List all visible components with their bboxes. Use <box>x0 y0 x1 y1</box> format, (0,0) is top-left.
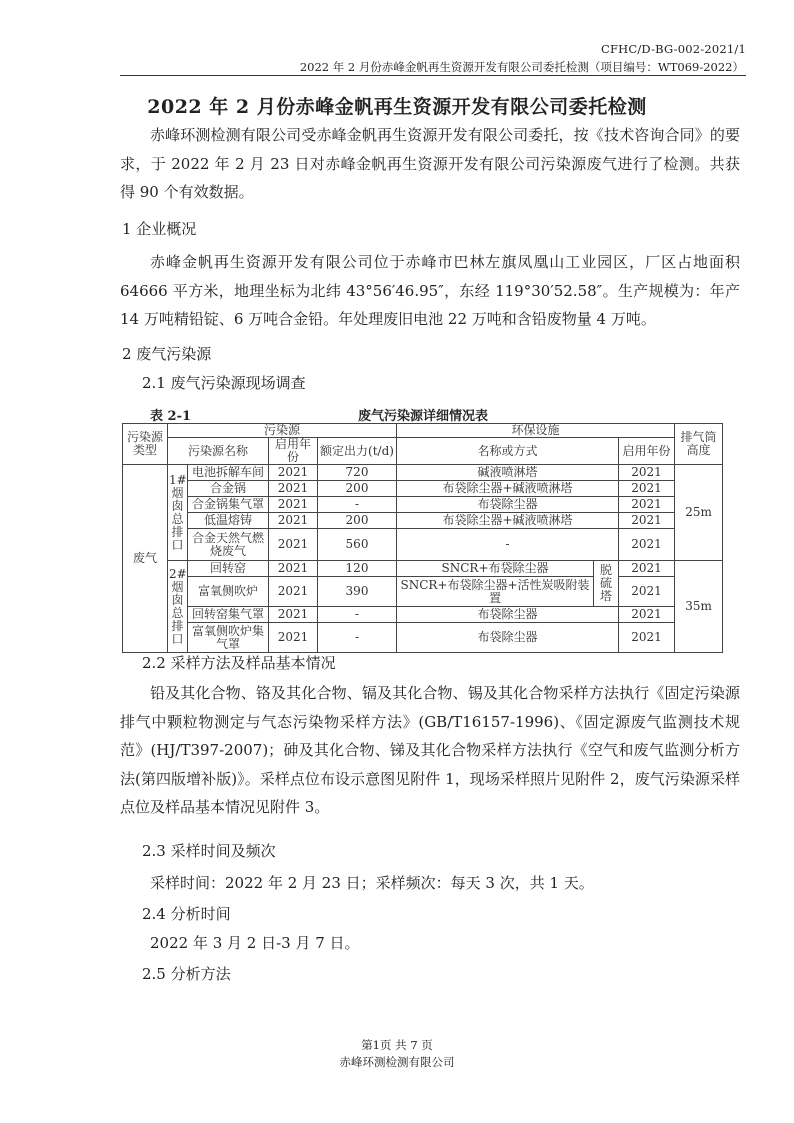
cell-facility-year: 2021 <box>619 623 675 653</box>
cell-source-name: 合金锅 <box>188 481 269 497</box>
cell-facility: 布袋除尘器+碱液喷淋塔 <box>397 513 619 529</box>
cell-facility: 布袋除尘器 <box>397 623 619 653</box>
table-row <box>123 465 723 481</box>
header-facility-name: 名称或方式 <box>397 438 619 465</box>
cell-facility: 布袋除尘器 <box>397 607 619 623</box>
header-pollution-source: 污染源 <box>168 424 397 438</box>
table-title: 废气污染源详细情况表 <box>358 409 489 424</box>
cell-facility-year: 2021 <box>619 481 675 497</box>
cell-facility: 布袋除尘器+碱液喷淋塔 <box>397 481 619 497</box>
pollution-source-table <box>122 423 723 653</box>
table-subheader-row <box>123 438 723 465</box>
cell-year: 2021 <box>269 561 318 577</box>
section-1-paragraph: 赤峰金帆再生资源开发有限公司位于赤峰市巴林左旗凤凰山工业园区，厂区占地面积 64666 平方米，地理坐标为北纬 43°56′46.95″，东经 119°30′52.58″。生产规模为：年产 14 万吨精铅锭、6 万吨合金铅。年处理废旧电池 22 万吨和含铅废物量 4 万吨。 <box>120 253 740 328</box>
cell-desulfurization-tower: 脱硫塔 <box>594 561 619 607</box>
cell-year: 2021 <box>269 607 318 623</box>
cell-capacity: 200 <box>318 513 397 529</box>
table-header-row <box>123 424 723 438</box>
table-number: 表 2-1 <box>150 409 192 424</box>
subsection-heading-2-2: 2.2 采样方法及样品基本情况 <box>142 654 336 672</box>
section-heading-1: 1 企业概况 <box>122 220 197 238</box>
cell-source-name: 电池拆解车间 <box>188 465 269 481</box>
document-code: CFHC/D-BG-002-2021/1 <box>600 42 746 56</box>
header-facility-year: 启用年份 <box>619 438 675 465</box>
cell-facility-year: 2021 <box>619 497 675 513</box>
cell-source-name: 低温熔铸 <box>188 513 269 529</box>
cell-capacity: 390 <box>318 577 397 607</box>
table-row <box>123 561 723 577</box>
cell-facility-year: 2021 <box>619 561 675 577</box>
cell-facility-year: 2021 <box>619 607 675 623</box>
cell-facility: - <box>397 529 619 561</box>
table-row <box>123 481 723 497</box>
section-2-3-paragraph: 采样时间：2022 年 2 月 23 日；采样频次：每天 3 次，共 1 天。 <box>150 874 594 892</box>
cell-outlet-1: 1#烟囱总排口 <box>168 465 188 561</box>
cell-facility: SNCR+布袋除尘器 <box>397 561 594 577</box>
subsection-heading-2-3: 2.3 采样时间及频次 <box>142 842 276 860</box>
cell-year: 2021 <box>269 497 318 513</box>
header-env-facility: 环保设施 <box>397 424 675 438</box>
cell-stack-height-2: 35m <box>675 561 723 653</box>
cell-facility: 布袋除尘器 <box>397 497 619 513</box>
cell-capacity: 560 <box>318 529 397 561</box>
cell-year: 2021 <box>269 623 318 653</box>
table-row <box>123 577 723 607</box>
cell-source-name: 合金锅集气罩 <box>188 497 269 513</box>
cell-year: 2021 <box>269 513 318 529</box>
cell-facility-year: 2021 <box>619 465 675 481</box>
header-source-type: 污染源类型 <box>123 424 168 465</box>
cell-capacity: - <box>318 607 397 623</box>
footer-organization: 赤峰环测检测有限公司 <box>339 1055 455 1069</box>
cell-capacity: - <box>318 497 397 513</box>
cell-year: 2021 <box>269 577 318 607</box>
cell-source-name: 回转窑 <box>188 561 269 577</box>
table-row <box>123 529 723 561</box>
cell-year: 2021 <box>269 529 318 561</box>
section-2-4-paragraph: 2022 年 3 月 2 日-3 月 7 日。 <box>150 934 360 952</box>
cell-facility-year: 2021 <box>619 577 675 607</box>
cell-source-name: 回转窑集气罩 <box>188 607 269 623</box>
cell-capacity: 200 <box>318 481 397 497</box>
header-capacity: 额定出力(t/d) <box>318 438 397 465</box>
table-row <box>123 623 723 653</box>
header-start-year: 启用年份 <box>269 438 318 465</box>
running-header: 2022 年 2 月份赤峰金帆再生资源开发有限公司委托检测（项目编号：WT069-2022） <box>299 60 744 74</box>
page-title: 2022 年 2 月份赤峰金帆再生资源开发有限公司委托检测 <box>147 96 647 118</box>
cell-source-name: 富氧侧吹炉集气罩 <box>188 623 269 653</box>
cell-outlet-2: 2#烟囱总排口 <box>168 561 188 653</box>
header-rule <box>120 75 746 76</box>
subsection-heading-2-5: 2.5 分析方法 <box>142 965 231 983</box>
section-heading-2: 2 废气污染源 <box>122 345 212 363</box>
cell-source-type: 废气 <box>123 465 168 653</box>
header-stack-height: 排气筒高度 <box>675 424 723 465</box>
cell-capacity: 720 <box>318 465 397 481</box>
cell-facility: SNCR+布袋除尘器+活性炭吸附装置 <box>397 577 594 607</box>
cell-facility-year: 2021 <box>619 513 675 529</box>
cell-year: 2021 <box>269 465 318 481</box>
cell-stack-height-1: 25m <box>675 465 723 561</box>
subsection-heading-2-1: 2.1 废气污染源现场调查 <box>142 374 306 392</box>
cell-year: 2021 <box>269 481 318 497</box>
cell-facility: 碱液喷淋塔 <box>397 465 619 481</box>
cell-source-name: 合金天然气燃烧废气 <box>188 529 269 561</box>
cell-capacity: - <box>318 623 397 653</box>
header-source-name: 污染源名称 <box>168 438 269 465</box>
cell-source-name: 富氧侧吹炉 <box>188 577 269 607</box>
table-row <box>123 497 723 513</box>
intro-paragraph: 赤峰环测检测有限公司受赤峰金帆再生资源开发有限公司委托，按《技术咨询合同》的要求，于 2022 年 2 月 23 日对赤峰金帆再生资源开发有限公司污染源废气进行了检测。共获得 90 个有效数据。 <box>120 126 740 201</box>
page-number: 第1页 共 7 页 <box>361 1038 433 1052</box>
cell-facility-year: 2021 <box>619 529 675 561</box>
subsection-heading-2-4: 2.4 分析时间 <box>142 905 231 923</box>
cell-capacity: 120 <box>318 561 397 577</box>
table-row <box>123 607 723 623</box>
section-2-2-paragraph: 铅及其化合物、铬及其化合物、镉及其化合物、锡及其化合物采样方法执行《固定污染源排气中颗粒物测定与气态污染物采样方法》(GB/T16157-1996)、《固定源废气监测技术规范》(HJ/T397-2007)；砷及其化合物、锑及其化合物采样方法执行《空气和废气监测分析方法(第四版增补版)》。采样点位布设示意图见附件 1，现场采样照片见附件 2，废气污染源采样点位及样品基本情况见附件 3。 <box>120 684 740 816</box>
table-row <box>123 513 723 529</box>
